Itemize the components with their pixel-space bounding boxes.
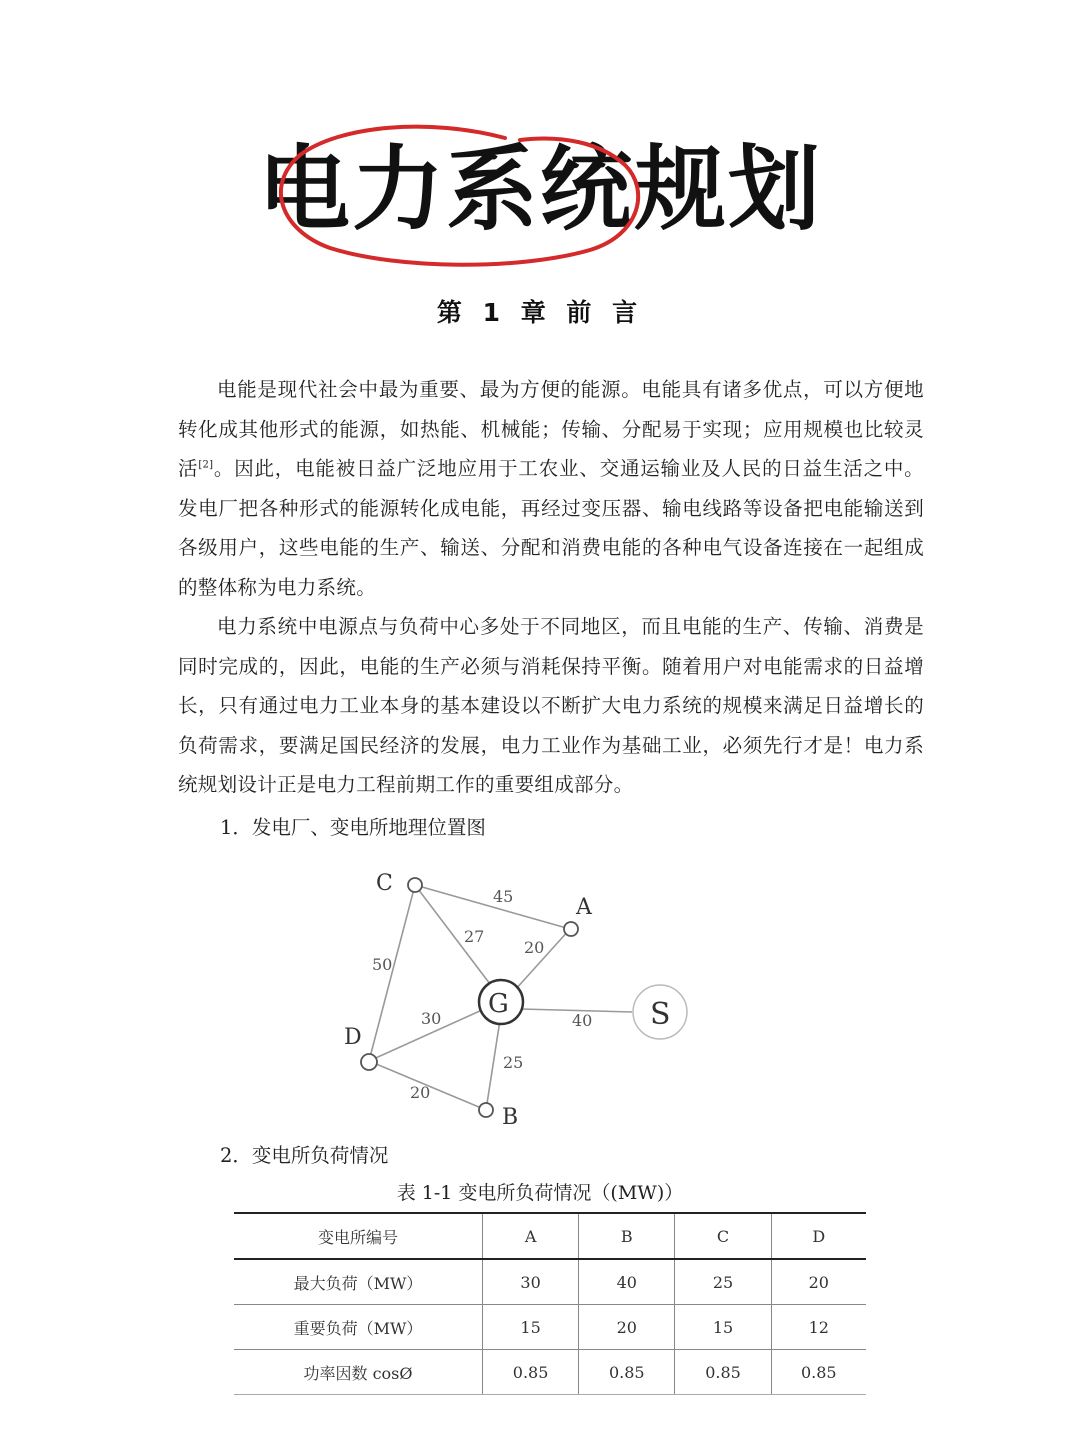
value-cell: 15 (483, 1305, 579, 1350)
row-label-cell: 功率因数 cosØ (234, 1350, 483, 1395)
value-cell: 12 (771, 1305, 866, 1350)
edge-label-c-g: 27 (464, 927, 485, 946)
edge-label-g-d: 30 (421, 1009, 442, 1028)
paragraph-1-text-b: 。因此，电能被日益广泛地应用于工农业、交通运输业及人民的日益生活之中。发电厂把各种形式的能源转化成电能，再经过变压器、输电线路等设备把电能输送到各级用户，这些电能的生产、输送、分配和消费电能的各种电气设备连接在一起组成的整体称为电力系统。 (178, 457, 924, 599)
value-cell: 20 (771, 1259, 866, 1305)
node-s-label: S (650, 997, 671, 1032)
paragraph-1 (178, 370, 924, 607)
node-a-label: A (576, 895, 592, 920)
row-label-cell: 重要负荷（MW） (234, 1305, 483, 1350)
row-label-cell: 最大负荷（MW） (293, 1273, 423, 1293)
network-graph (330, 862, 710, 1137)
citation-mark: [2] (198, 459, 214, 471)
header-cell: A (483, 1213, 579, 1259)
node-c-label: C (376, 871, 393, 896)
chapter-heading: 第 1 章 前 言 (436, 298, 644, 327)
node-b-label: B (502, 1105, 519, 1130)
section-item-substation-load: 2．变电所负荷情况 (220, 1144, 389, 1167)
table-caption: 表 1-1 变电所负荷情况（(MW)） (396, 1182, 684, 1204)
value-cell: 20 (579, 1305, 675, 1350)
node-g-label: G (488, 989, 509, 1019)
header-cell: D (771, 1213, 866, 1259)
table-header-row (234, 1213, 866, 1259)
node-b-circle (479, 1103, 493, 1117)
node-a-circle (564, 922, 578, 936)
header-cell: B (579, 1213, 675, 1259)
table-row (234, 1305, 866, 1350)
node-d-circle (361, 1054, 377, 1070)
value-cell: 15 (675, 1305, 771, 1350)
edge-label-c-a: 45 (493, 887, 514, 906)
section-item-location-map: 1．发电厂、变电所地理位置图 (220, 816, 486, 839)
value-cell: 0.85 (771, 1350, 866, 1395)
value-cell: 40 (579, 1259, 675, 1305)
header-cell: 变电所编号 (234, 1213, 483, 1259)
edge-label-a-g: 20 (524, 938, 545, 957)
red-circle-scribble (0, 110, 1080, 280)
edge-g-b (486, 1020, 500, 1110)
value-cell: 25 (675, 1259, 771, 1305)
paragraph-1-text-a: 电能是现代社会中最为重要、最为方便的能源。电能具有诸多优点，可以方便地转化成其他形式的能源，如热能、机械能；传输、分配易于实现；应用规模也比较灵活 (178, 378, 924, 480)
edge-label-g-b: 25 (503, 1053, 524, 1072)
edge-label-g-s: 40 (572, 1011, 593, 1030)
value-cell: 0.85 (579, 1350, 675, 1395)
title-area (0, 110, 1080, 280)
table-row (234, 1259, 866, 1305)
edge-label-c-d: 50 (372, 955, 393, 974)
node-d-label: D (344, 1025, 362, 1050)
substation-load-table (234, 1212, 866, 1395)
paragraph-2: 电力系统中电源点与负荷中心多处于不同地区，而且电能的生产、传输、消费是同时完成的，因此，电能的生产必须与消耗保持平衡。随着用户对电能需求的日益增长，只有通过电力工业本身的基本建设以不断扩大电力系统的规模来满足日益增长的负荷需求，要满足国民经济的发展，电力工业作为基础工业，必须先行才是！电力系统规划设计正是电力工程前期工作的重要组成部分。 (178, 615, 924, 796)
header-cell: C (675, 1213, 771, 1259)
table-row (234, 1350, 866, 1395)
node-c-circle (408, 878, 422, 892)
value-cell: 30 (483, 1259, 579, 1305)
value-cell: 0.85 (483, 1350, 579, 1395)
edge-label-d-b: 20 (410, 1083, 431, 1102)
page-title: 电力系统规划 (257, 136, 822, 243)
value-cell: 0.85 (675, 1350, 771, 1395)
